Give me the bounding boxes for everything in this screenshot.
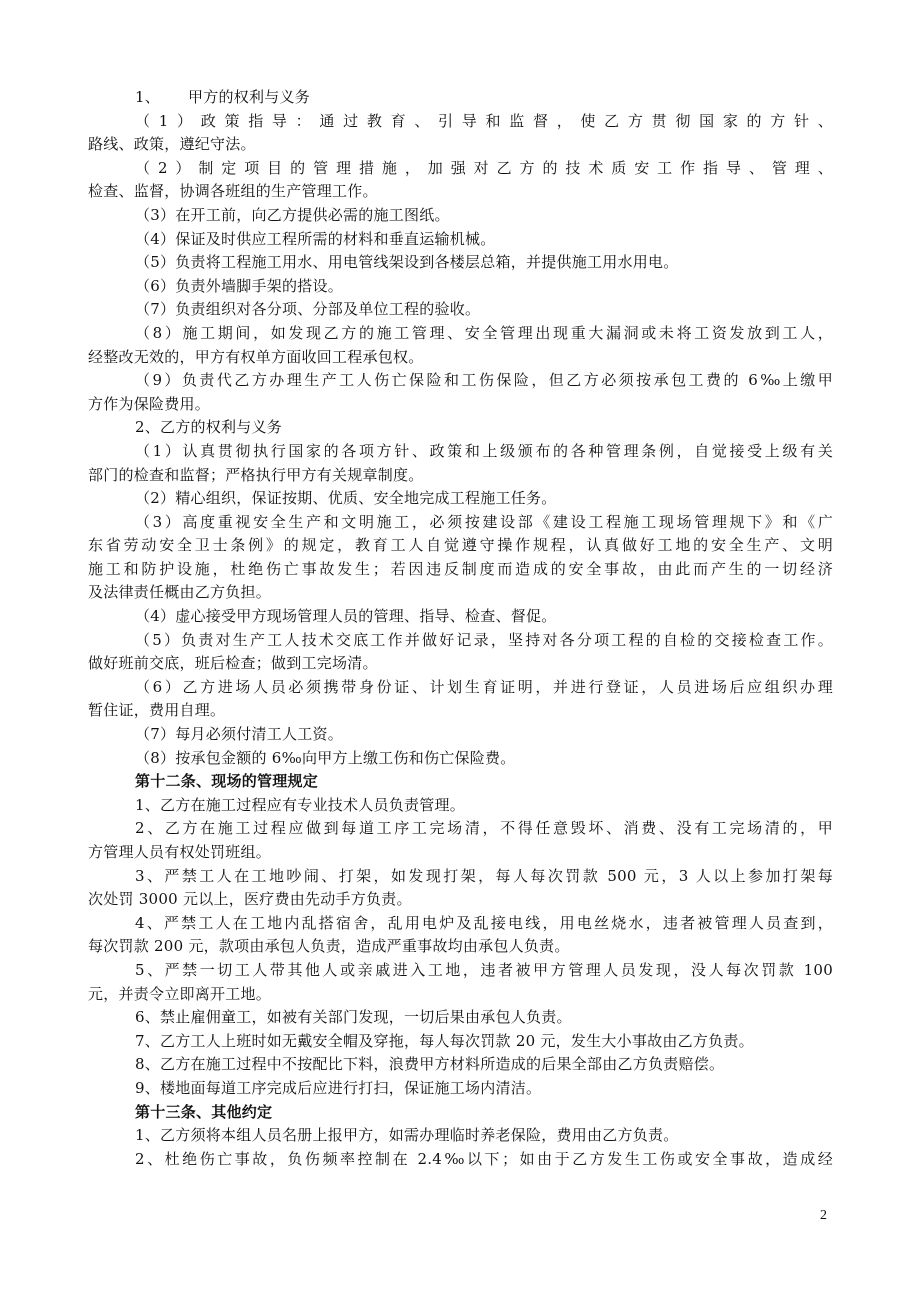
paragraph-line: （4）保证及时供应工程所需的材料和垂直运输机械。 (135, 229, 496, 248)
paragraph-line: （3）高度重视安全生产和文明施工，必须按建设部《建设工程施工现场管理规下》和《广 (135, 512, 833, 531)
paragraph-line: （7）每月必须付清工人工资。 (135, 725, 344, 744)
paragraph-line: 1、乙方须将本组人员名册上报甲方，如需办理临时养老保险，费用由乙方负责。 (135, 1126, 679, 1145)
paragraph-line: 2、杜绝伤亡事故，负伤频率控制在 2.4‰以下；如由于乙方发生工伤或安全事故，造成经 (135, 1149, 833, 1168)
paragraph-line: 5、严禁一切工人带其他人或亲戚进入工地，违者被甲方管理人员发现，没人每次罚款 100 (135, 960, 833, 979)
paragraph-line: 检查、监督，协调各班组的生产管理工作。 (88, 182, 378, 201)
paragraph-line: 9、楼地面每道工序完成后应进行打扫，保证施工场内清洁。 (135, 1078, 542, 1097)
page-number: 2 (820, 1208, 827, 1223)
heading-text: 甲方的权利与义务 (188, 88, 311, 106)
paragraph-line: 1、乙方在施工过程应有专业技术人员负责管理。 (135, 795, 466, 814)
paragraph-line: 及法律责任概由乙方负担。 (88, 583, 272, 602)
paragraph-line: 每次罚款 200 元，款项由承包人负责，造成严重事故均由承包人负责。 (88, 937, 570, 956)
paragraph-line: （2）制定项目的管理措施，加强对乙方的技术质安工作指导、管理、 (135, 158, 833, 177)
paragraph-line: 方管理人员有权处罚班组。 (88, 843, 272, 861)
paragraph-line: 8、乙方在施工过程中不按配比下料，浪费甲方材料所造成的后果全部由乙方负责赔偿。 (135, 1055, 725, 1074)
paragraph-line: 2、乙方在施工过程应做到每道工序工完场清，不得任意毁坏、消费、没有工完场清的，甲 (135, 819, 833, 838)
paragraph-line: 路线、政策，遵纪守法。 (88, 135, 256, 154)
paragraph-line: （5）负责对生产工人技术交底工作并做好记录，坚持对各分项工程的自检的交接检查工作。 (135, 630, 833, 649)
paragraph-line: 做好班前交底，班后检查；做到工完场清。 (88, 654, 378, 673)
paragraph-line: 3、严禁工人在工地吵闹、打架，如发现打架，每人每次罚款 500 元，3 人以上参加打架每 (135, 866, 833, 885)
paragraph-line: （6）乙方进场人员必须携带身份证、计划生育证明，并进行登证，人员进场后应组织办理 (135, 677, 833, 696)
paragraph-line: （5）负责将工程施工用水、用电管线架设到各楼层总箱，并提供施工用水用电。 (135, 253, 679, 272)
section-heading-party-a (88, 86, 833, 110)
paragraph-line: 次处罚 3000 元以上，医疗费由先动手方负责。 (88, 890, 412, 909)
paragraph-line: 施工和防护设施，杜绝伤亡事故发生；若因违反制度而造成的安全事故，由此而产生的一切经济 (88, 559, 833, 578)
paragraph-line: 7、乙方工人上班时如无戴安全帽及穿拖，每人每次罚款 20 元，发生大小事故由乙方负责。 (135, 1031, 754, 1050)
article-heading-13: 第十三条、其他约定 (135, 1102, 273, 1121)
paragraph-line: 4、严禁工人在工地内乱搭宿舍，乱用电炉及乱接电线，用电丝烧水，违者被管理人员查到， (135, 913, 833, 932)
paragraph-line: 东省劳动安全卫士条例》的规定，教育工人自觉遵守操作规程，认真做好工地的安全生产、文明 (88, 536, 833, 555)
paragraph-line: 6、禁止雇佣童工，如被有关部门发现，一切后果由承包人负责。 (135, 1008, 572, 1027)
paragraph-line: 元，并责令立即离开工地。 (88, 984, 272, 1003)
paragraph-line: （3）在开工前，向乙方提供必需的施工图纸。 (135, 205, 450, 224)
paragraph-line: （4）虚心接受甲方现场管理人员的管理、指导、检查、督促。 (135, 607, 557, 626)
paragraph-line: （8）施工期间，如发现乙方的施工管理、安全管理出现重大漏洞或未将工资发放到工人， (135, 323, 833, 342)
paragraph-line: （9）负责代乙方办理生产工人伤亡保险和工伤保险，但乙方必须按承包工费的 6‰上缴甲 (135, 371, 833, 390)
section-heading-party-b: 2、乙方的权利与义务 (135, 418, 283, 437)
article-heading-12: 第十二条、现场的管理规定 (135, 772, 319, 791)
paragraph-line: （8）按承包金额的 6‰向甲方上缴工伤和伤亡保险费。 (135, 748, 516, 767)
paragraph-line: 方作为保险费用。 (88, 394, 211, 413)
paragraph-line: 经整改无效的，甲方有权单方面收回工程承包权。 (88, 347, 424, 366)
paragraph-line: （7）负责组织对各分项、分部及单位工程的验收。 (135, 300, 481, 319)
heading-number: 1、 (135, 88, 161, 106)
paragraph-line: 暂住证，费用自理。 (88, 701, 226, 720)
paragraph-line: （6）负责外墙脚手架的搭设。 (135, 276, 344, 295)
paragraph-line: （2）精心组织，保证按期、优质、安全地完成工程施工任务。 (135, 489, 557, 508)
document-body (88, 86, 833, 1171)
paragraph-line: （1）认真贯彻执行国家的各项方针、政策和上级颁布的各种管理条例，自觉接受上级有关 (135, 441, 833, 460)
paragraph-line: 部门的检查和监督；严格执行甲方有关规章制度。 (88, 465, 424, 484)
paragraph-line: （1）政策指导：通过教育、引导和监督，使乙方贯彻国家的方针、 (135, 111, 833, 130)
